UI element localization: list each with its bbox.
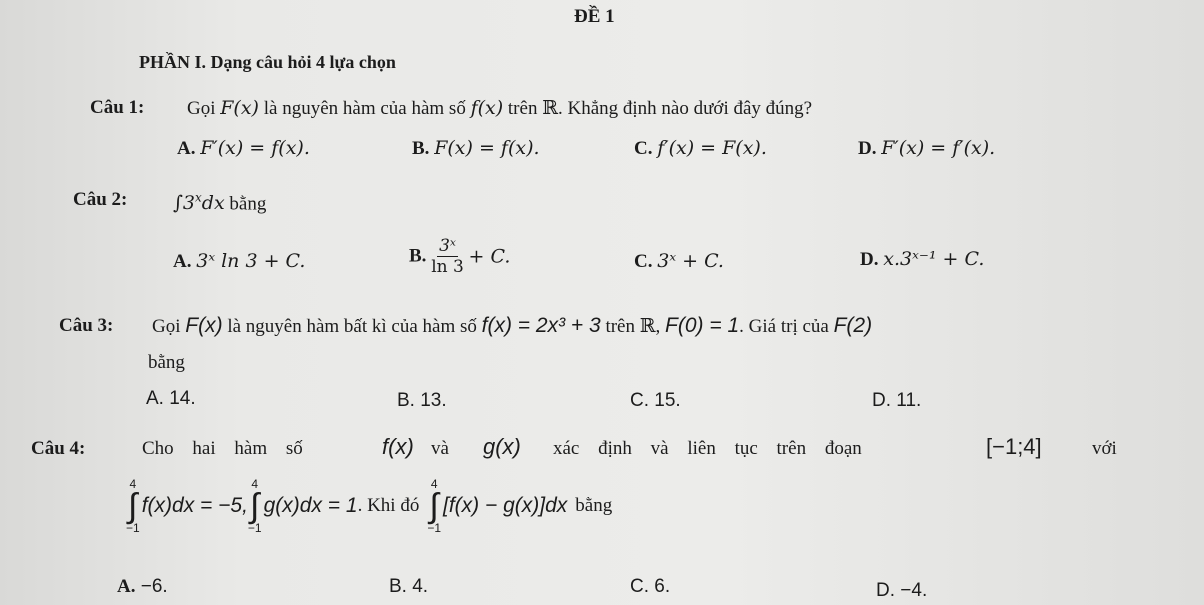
question-text: bằng [575, 495, 613, 516]
math-expression: [f(x) − g(x)]dx [443, 494, 568, 517]
math-expression: F(x) [220, 97, 259, 119]
section-title: PHẦN I. Dạng câu hỏi 4 lựa chọn [139, 52, 396, 72]
question-text: Cho hai hàm số [142, 438, 303, 459]
exam-title: ĐỀ 1 [574, 6, 615, 27]
integral-sign: 4 ∫ −1 [427, 477, 441, 535]
question-text: và [431, 438, 449, 459]
question-label: Câu 2: [73, 189, 128, 210]
option-b[interactable]: B. 4. [389, 576, 429, 597]
math-expression: F(x) [185, 314, 223, 337]
interval-expression: [−1;4] [986, 434, 1042, 459]
option-c[interactable]: C. 15. [630, 390, 681, 411]
question-text: xác định và liên tục trên đoạn [553, 438, 862, 459]
math-expression: g(x) [483, 434, 521, 459]
option-b[interactable]: B. 13. [397, 390, 447, 411]
option-a[interactable]: A. F′(x) = f(x). [177, 137, 310, 159]
math-expression: f(x) [382, 434, 414, 459]
question-text: với [1092, 438, 1117, 459]
integral-line [126, 478, 612, 534]
option-b[interactable]: B. F(x) = f(x). [412, 137, 540, 159]
question-text: . Khi đó [357, 495, 420, 516]
math-expression: f(x)dx = −5, [141, 494, 248, 517]
option-d[interactable]: D. −4. [876, 580, 928, 601]
math-expression: F(2) [833, 314, 873, 337]
question-text: Gọi F(x) là nguyên hàm bất kì của hàm số f(x) = 2x³ + 3 trên ℝ, F(0) = 1. Giá trị của F(2) [152, 314, 873, 337]
question-label: Câu 1: [90, 97, 145, 118]
integral-expression: ∫3$^x$dx [173, 191, 225, 215]
integral-sign: 4 ∫ −1 [126, 477, 140, 535]
question-text: ∫3$^x$dx bằng [173, 191, 267, 215]
math-expression: f(x) = 2x³ + 3 [481, 314, 601, 337]
math-expression: g(x)dx = 1 [263, 494, 358, 517]
question-label: Câu 3: [59, 315, 114, 336]
option-d[interactable]: D. F′(x) = f′(x). [858, 137, 996, 159]
integral-sign: 4 ∫ −1 [247, 477, 262, 535]
math-expression: F(0) = 1 [665, 314, 740, 337]
option-a[interactable]: A. 3ˣ ln 3 + C. [173, 250, 306, 272]
option-c[interactable]: C. 6. [630, 576, 671, 597]
option-c[interactable]: C. f′(x) = F(x). [634, 137, 767, 159]
option-c[interactable]: C. 3ˣ + C. [634, 250, 724, 272]
question-label: Câu 4: [31, 438, 86, 459]
math-expression: f(x) [470, 97, 504, 119]
option-d[interactable]: D. 11. [872, 390, 922, 411]
question-text: Gọi F(x) là nguyên hàm của hàm số f(x) trên ℝ. Khẳng định nào dưới đây đúng? [187, 97, 813, 119]
option-d[interactable]: D. x.3ˣ⁻¹ + C. [860, 248, 985, 270]
question-text-continued: bằng [148, 352, 185, 373]
option-b[interactable]: B. $\frac{\text{3ˣ}}{\ln 3}$ + C. [409, 236, 511, 277]
option-a[interactable]: A. −6. [117, 576, 168, 597]
option-a[interactable]: A. 14. [146, 388, 196, 409]
fraction: $\frac{\text{3ˣ}}{\ln 3}$ [431, 236, 464, 277]
